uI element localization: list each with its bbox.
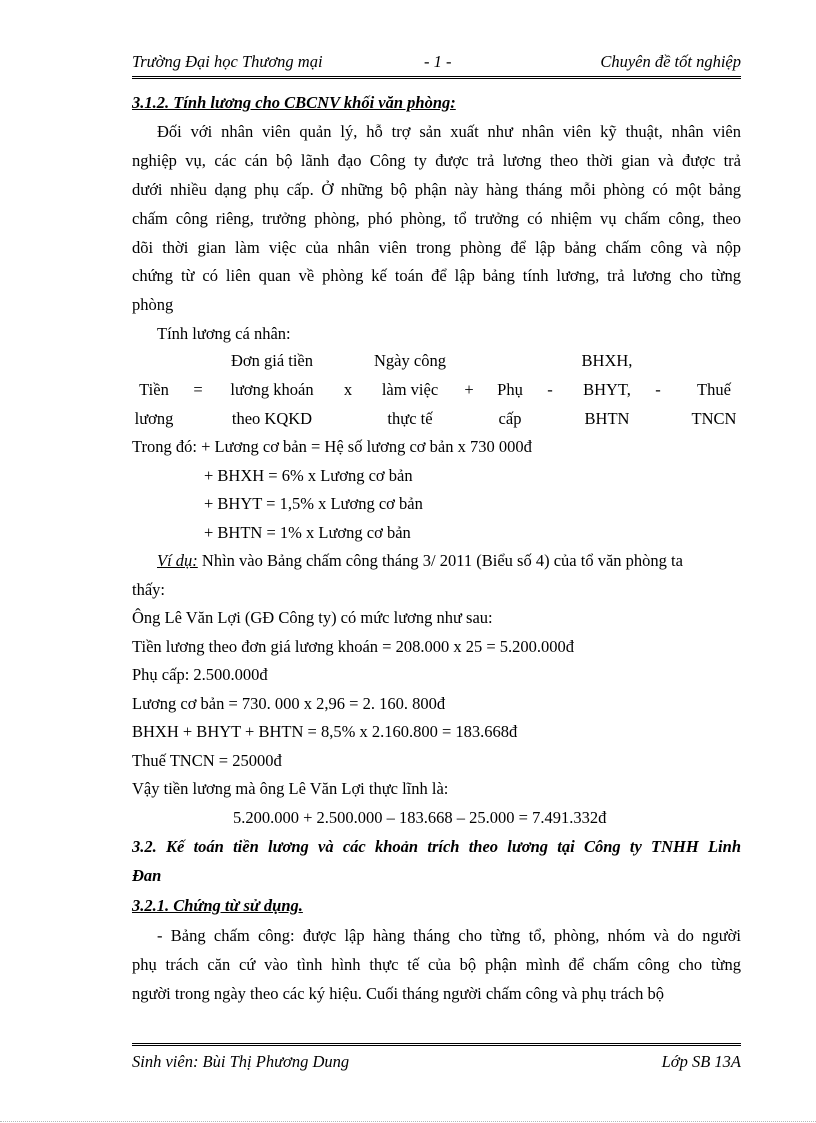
page-header	[132, 50, 741, 79]
paragraph-line: nghiệp vụ, các cán bộ lãnh đạo Công ty được trả lương theo thời gian và được trả	[132, 151, 741, 170]
example-line-1: Ông Lê Văn Lợi (GĐ Công ty) có mức lương như sau:	[132, 608, 493, 627]
formula-bh-2: BHYT,	[583, 380, 631, 399]
paragraph-line: người trong ngày theo các ký hiệu. Cuối tháng người chấm công và phụ trách bộ	[132, 984, 665, 1003]
paragraph-line: Đối với nhân viên quản lý, hỗ trợ sản xuất như nhân viên kỹ thuật, nhân viên	[157, 122, 741, 141]
example-line-6: Thuế TNCN = 25000đ	[132, 751, 282, 770]
example-text: Nhìn vào Bảng chấm công tháng 3/ 2011 (Biểu số 4) của tổ văn phòng ta	[197, 551, 683, 570]
example-line-2: Tiền lương theo đơn giá lương khoán = 208.000 x 25 = 5.200.000đ	[132, 637, 575, 656]
footer-class: Lớp SB 13A	[661, 1052, 741, 1071]
header-university: Trường Đại học Thương mại	[132, 52, 323, 71]
section-32-heading-line-2: Đan	[132, 866, 162, 885]
where-line-1: Trong đó: + Lương cơ bản = Hệ số lương cơ bản x 730 000đ	[132, 437, 532, 456]
formula-ngay-cong-2: làm việc	[381, 380, 439, 399]
formula-intro: Tính lương cá nhân:	[157, 324, 291, 343]
paragraph-line: phòng	[132, 295, 174, 314]
formula-bh-1: BHXH,	[581, 351, 633, 370]
formula-phu: Phụ	[497, 380, 523, 399]
example-label: Ví dụ:	[157, 551, 198, 570]
formula-luong: lương	[134, 409, 174, 428]
page-number: - 1 -	[424, 52, 452, 71]
example-line-7: Vậy tiền lương mà ông Lê Văn Lợi thực lĩnh là:	[132, 779, 449, 798]
paragraph-line: dõi thời gian làm việc của nhân viên trong phòng để lập bảng chấm công và nộp	[132, 238, 741, 257]
formula-plus: +	[464, 380, 474, 399]
page-footer	[132, 1043, 741, 1076]
header-thesis-type: Chuyên đề tốt nghiệp	[600, 52, 741, 71]
example-intro	[157, 551, 683, 571]
formula-tncn: TNCN	[691, 409, 737, 428]
formula-minus-1: -	[547, 380, 553, 399]
section-32-heading-line-1: 3.2. Kế toán tiền lương và các khoản trích theo lương tại Công ty TNHH Linh	[132, 837, 741, 856]
where-line-3: + BHYT = 1,5% x Lương cơ bản	[204, 494, 423, 513]
section-312-heading: 3.1.2. Tính lương cho CBCNV khối văn phòng:	[132, 93, 456, 112]
example-line-3: Phụ cấp: 2.500.000đ	[132, 665, 268, 684]
formula-don-gia-2: lương khoán	[230, 380, 314, 399]
formula-tien: Tiền	[139, 380, 169, 399]
example-result: 5.200.000 + 2.500.000 – 183.668 – 25.000 = 7.491.332đ	[233, 808, 607, 827]
formula-multiply: x	[343, 380, 353, 399]
formula-minus-2: -	[655, 380, 661, 399]
paragraph-line: chấm công riêng, trưởng phòng, phó phòng, tổ trưởng có nhiệm vụ chấm công, theo	[132, 209, 741, 228]
paragraph-line: chứng từ có liên quan về phòng kế toán để lập bảng tính lương, trả lương cho từng	[132, 266, 741, 285]
formula-thue: Thuế	[697, 380, 731, 399]
where-line-4: + BHTN = 1% x Lương cơ bản	[204, 523, 411, 542]
formula-ngay-cong-1: Ngày công	[374, 351, 446, 370]
section-321-heading: 3.2.1. Chứng từ sử dụng.	[132, 896, 303, 915]
formula-equals: =	[193, 380, 203, 399]
example-text-2: thấy:	[132, 580, 165, 599]
formula-bh-3: BHTN	[584, 409, 630, 428]
formula-don-gia-1: Đơn giá tiền	[230, 351, 314, 370]
page-break-divider	[0, 1121, 816, 1122]
paragraph-line: - Bảng chấm công: được lập hàng tháng cho từng tổ, phòng, nhóm và do người	[157, 926, 741, 945]
formula-ngay-cong-3: thực tế	[387, 409, 433, 428]
paragraph-line: phụ trách căn cứ vào tình hình thực tế của bộ phận mình để chấm công cho từng	[132, 955, 741, 974]
formula-don-gia-3: theo KQKD	[231, 409, 313, 428]
formula-cap: cấp	[498, 409, 522, 428]
example-line-4: Lương cơ bản = 730. 000 x 2,96 = 2. 160. 800đ	[132, 694, 446, 713]
footer-student: Sinh viên: Bùi Thị Phương Dung	[132, 1052, 350, 1071]
where-line-2: + BHXH = 6% x Lương cơ bản	[204, 466, 413, 485]
example-line-5: BHXH + BHYT + BHTN = 8,5% x 2.160.800 = 183.668đ	[132, 722, 518, 741]
paragraph-line: dưới nhiều dạng phụ cấp. Ở những bộ phận này hàng tháng mỗi phòng có một bảng	[132, 180, 741, 199]
